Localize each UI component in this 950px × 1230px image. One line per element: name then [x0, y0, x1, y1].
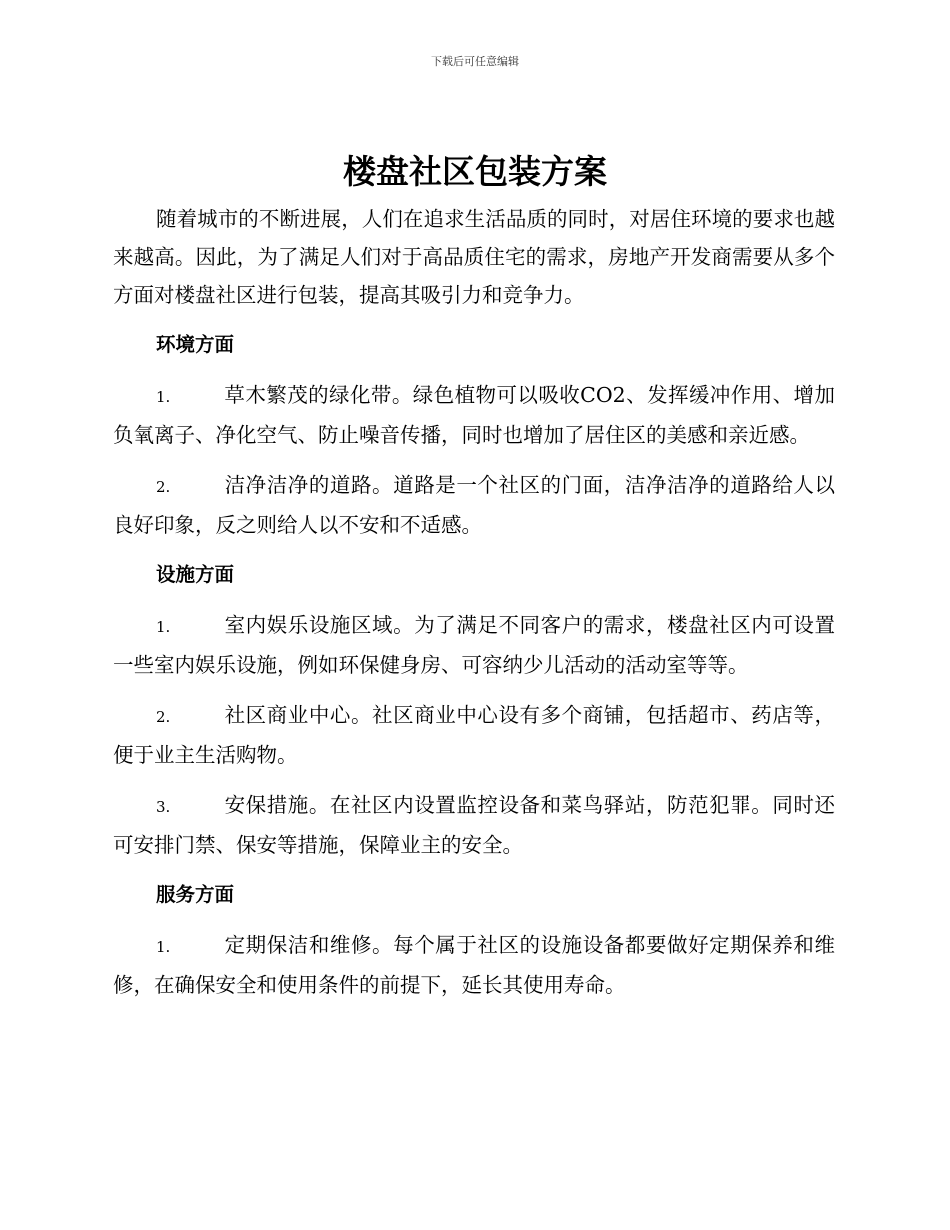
document-title: 楼盘社区包装方案: [343, 152, 607, 191]
list-item: [113, 786, 835, 864]
list-number: 1.: [156, 618, 171, 636]
list-item-text: 草木繁茂的绿化带。绿色植物可以吸收CO2、发挥缓冲作用、增加负氧离子、净化空气、防止噪音传播，同时也增加了居住区的美感和亲近感。: [113, 383, 835, 447]
list-number: 2.: [156, 478, 171, 496]
list-number: 2.: [156, 708, 171, 726]
list-item: [113, 696, 835, 774]
list-item: [113, 376, 835, 454]
list-number: 1.: [156, 938, 171, 956]
document-body: [113, 200, 835, 1016]
list-number: 3.: [156, 798, 171, 816]
list-item-text: 洁净洁净的道路。道路是一个社区的门面，洁净洁净的道路给人以良好印象，反之则给人以不安和不适感。: [113, 473, 835, 537]
list-item: [113, 926, 835, 1004]
header-note: 下载后可任意编辑: [431, 55, 519, 68]
section-services: [113, 876, 835, 1004]
intro-paragraph: 随着城市的不断进展，人们在追求生活品质的同时，对居住环境的要求也越来越高。因此，为了满足人们对于高品质住宅的需求，房地产开发商需要从多个方面对楼盘社区进行包装，提高其吸引力和竞争力。: [113, 207, 835, 307]
section-heading: 设施方面: [156, 563, 235, 586]
list-item-text: 定期保洁和维修。每个属于社区的设施设备都要做好定期保养和维修，在确保安全和使用条件的前提下，延长其使用寿命。: [113, 933, 835, 997]
list-number: 1.: [156, 388, 171, 406]
section-environment: [113, 326, 835, 544]
list-item-text: 社区商业中心。社区商业中心设有多个商铺，包括超市、药店等，便于业主生活购物。: [113, 703, 835, 767]
list-item-text: 安保措施。在社区内设置监控设备和菜鸟驿站，防范犯罪。同时还可安排门禁、保安等措施，保障业主的安全。: [113, 793, 835, 857]
list-item: [113, 466, 835, 544]
section-heading: 环境方面: [156, 333, 235, 356]
section-facilities: [113, 556, 835, 864]
list-item: [113, 606, 835, 684]
section-heading: 服务方面: [156, 883, 235, 906]
list-item-text: 室内娱乐设施区域。为了满足不同客户的需求，楼盘社区内可设置一些室内娱乐设施，例如环保健身房、可容纳少儿活动的活动室等等。: [113, 613, 835, 677]
